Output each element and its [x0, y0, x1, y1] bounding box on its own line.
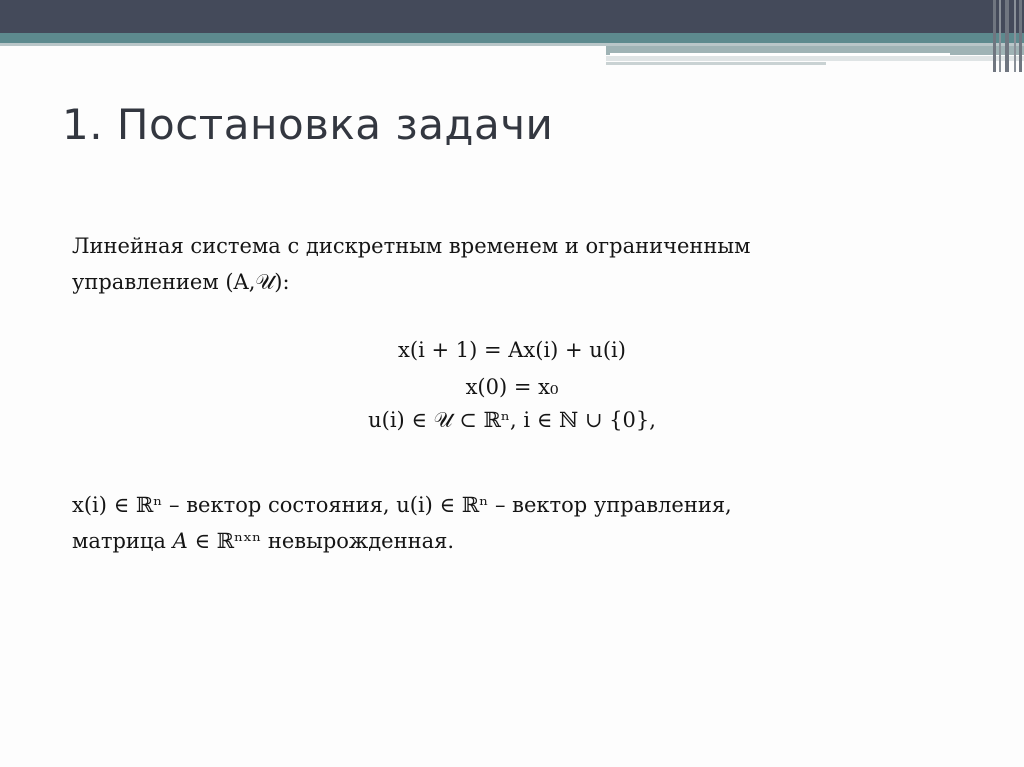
header-dark-bar — [0, 0, 1024, 33]
corner-stripe — [999, 0, 1001, 72]
equation-control-constraint: u(i) ∈ 𝒰 ⊂ ℝⁿ, i ∈ ℕ ∪ {0}, — [368, 408, 656, 432]
header-accent-bar-short — [606, 62, 826, 65]
intro-paragraph — [72, 228, 750, 300]
header-accent-line — [610, 53, 950, 56]
intro-line: управлением (A,𝒰): — [72, 270, 290, 294]
corner-stripe — [1014, 0, 1016, 72]
definition-line: матрица 𝐴 ∈ ℝⁿˣⁿ невырожденная. — [72, 529, 455, 553]
intro-line: Линейная система с дискретным временем и ограниченным — [72, 234, 751, 258]
equation-state-update: x(i + 1) = Ax(i) + u(i) — [398, 338, 626, 362]
header-teal-bar — [0, 33, 1024, 43]
header-accent-bar-light — [606, 56, 1024, 61]
corner-stripe — [1019, 0, 1022, 72]
corner-stripe — [1005, 0, 1009, 72]
slide-title: 1. Постановка задачи — [62, 100, 554, 149]
corner-stripe — [993, 0, 996, 72]
equation-initial-state: x(0) = x₀ — [465, 375, 559, 399]
definition-paragraph — [72, 487, 732, 559]
definition-line: x(i) ∈ ℝⁿ – вектор состояния, u(i) ∈ ℝⁿ – вектор управления, — [72, 493, 732, 517]
